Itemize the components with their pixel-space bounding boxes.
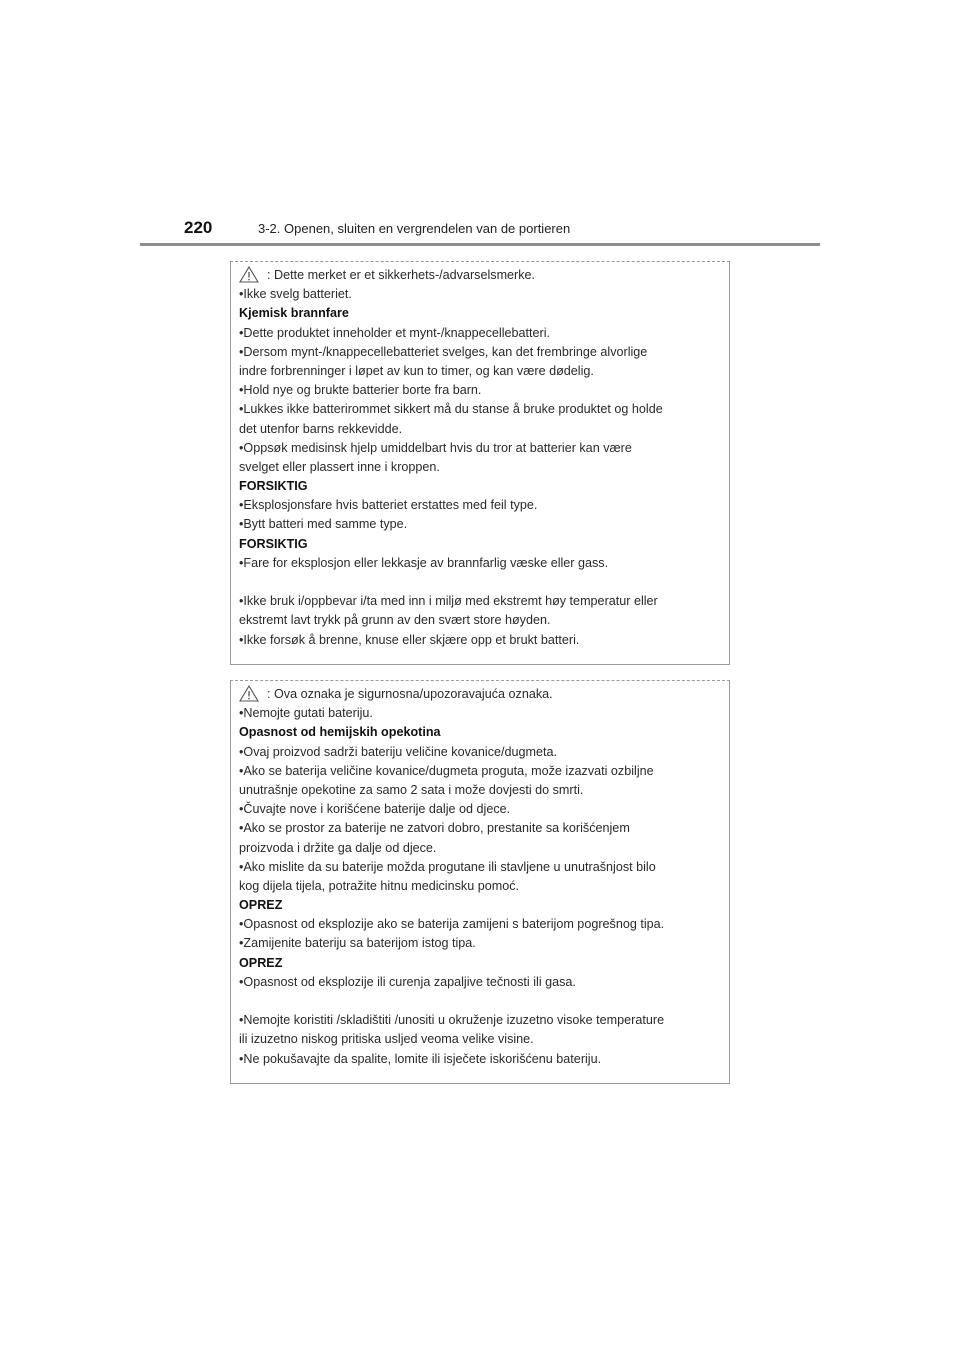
- warning-line: •Hold nye og brukte batterier borte fra barn.: [239, 383, 482, 398]
- warning-heading: Kjemisk brannfare: [239, 306, 349, 321]
- header-rule: [140, 243, 820, 246]
- warning-line: •Ikke svelg batteriet.: [239, 287, 352, 302]
- warning-symbol-text: : Dette merket er et sikkerhets-/advarselsmerke.: [267, 268, 536, 282]
- warning-line: •Eksplosjonsfare hvis batteriet erstattes med feil type.: [239, 498, 538, 513]
- warning-line: •Ikke forsøk å brenne, knuse eller skjære opp et brukt batteri.: [239, 632, 580, 647]
- warning-line: •Opasnost od eksplozije ili curenja zapaljive tečnosti ili gasa.: [239, 974, 576, 989]
- warning-symbol-text: : Ova oznaka je sigurnosna/upozoravajuća oznaka.: [267, 687, 553, 701]
- caution-heading: FORSIKTIG: [239, 479, 308, 494]
- warning-line: •Nemojte koristiti /skladištiti /unositi u okruženje izuzetno visoke temperature: [239, 1013, 665, 1028]
- section-title: 3-2. Openen, sluiten en vergrendelen van de portieren: [258, 221, 571, 236]
- warning-line: •Ako mislite da su baterije možda progutane ili stavljene u unutrašnjost bilo: [239, 859, 656, 874]
- norwegian-warning-box: [230, 261, 730, 665]
- warning-line: •Ovaj proizvod sadrži bateriju veličine kovanice/dugmeta.: [239, 744, 558, 759]
- caution-heading: OPREZ: [239, 898, 283, 913]
- warning-line: •Fare for eksplosjon eller lekkasje av brannfarlig væske eller gass.: [239, 555, 609, 570]
- spacer: [239, 573, 719, 592]
- warning-line: svelget eller plassert inne i kroppen.: [239, 459, 440, 474]
- caution-heading: FORSIKTIG: [239, 536, 308, 551]
- warning-triangle-icon: [239, 266, 259, 283]
- warning-line: •Bytt batteri med samme type.: [239, 517, 408, 532]
- warning-line: unutrašnje opekotine za samo 2 sata i može dovjesti do smrti.: [239, 782, 584, 797]
- warning-line: ili izuzetno niskog pritiska usljed veoma velike visine.: [239, 1032, 534, 1047]
- warning-line: •Čuvajte nove i korišćene baterije dalje od djece.: [239, 802, 511, 817]
- warning-line: •Ne pokušavajte da spalite, lomite ili isječete iskorišćenu bateriju.: [239, 1051, 602, 1066]
- warning-heading: Opasnost od hemijskih opekotina: [239, 725, 441, 740]
- warning-line: •Lukkes ikke batterirommet sikkert må du stanse å bruke produktet og holde: [239, 402, 663, 417]
- caution-heading: OPREZ: [239, 955, 283, 970]
- warning-line: •Ako se prostor za baterije ne zatvori dobro, prestanite sa korišćenjem: [239, 821, 630, 836]
- warning-line: •Dersom mynt-/knappecellebatteriet svelges, kan det frembringe alvorlige: [239, 344, 648, 359]
- warning-line: •Ako se baterija veličine kovanice/dugmeta proguta, može izazvati ozbiljne: [239, 763, 654, 778]
- warning-line: ekstremt lavt trykk på grunn av den svært store høyden.: [239, 613, 551, 628]
- warning-symbol-line: [239, 266, 719, 285]
- warning-line: •Nemojte gutati bateriju.: [239, 706, 373, 721]
- warning-line: •Ikke bruk i/oppbevar i/ta med inn i miljø med ekstremt høy temperatur eller: [239, 594, 658, 609]
- warning-line: •Oppsøk medisinsk hjelp umiddelbart hvis du tror at batterier kan være: [239, 440, 632, 455]
- warning-line: •Zamijenite bateriju sa baterijom istog tipa.: [239, 936, 476, 951]
- croatian-warning-box: [230, 680, 730, 1084]
- warning-line: det utenfor barns rekkevidde.: [239, 421, 403, 436]
- warning-line: •Dette produktet inneholder et mynt-/knappecellebatteri.: [239, 325, 551, 340]
- warning-line: proizvoda i držite ga dalje od djece.: [239, 840, 437, 855]
- warning-line: indre forbrenninger i løpet av kun to timer, og kan være dødelig.: [239, 363, 594, 378]
- warning-line: kog dijela tijela, potražite hitnu medicinsku pomoć.: [239, 878, 520, 893]
- warning-triangle-icon: [239, 685, 259, 702]
- spacer: [239, 992, 719, 1011]
- page-number: 220: [184, 218, 213, 237]
- warning-symbol-line: [239, 685, 719, 704]
- warning-line: •Opasnost od eksplozije ako se baterija zamijeni s baterijom pogrešnog tipa.: [239, 917, 665, 932]
